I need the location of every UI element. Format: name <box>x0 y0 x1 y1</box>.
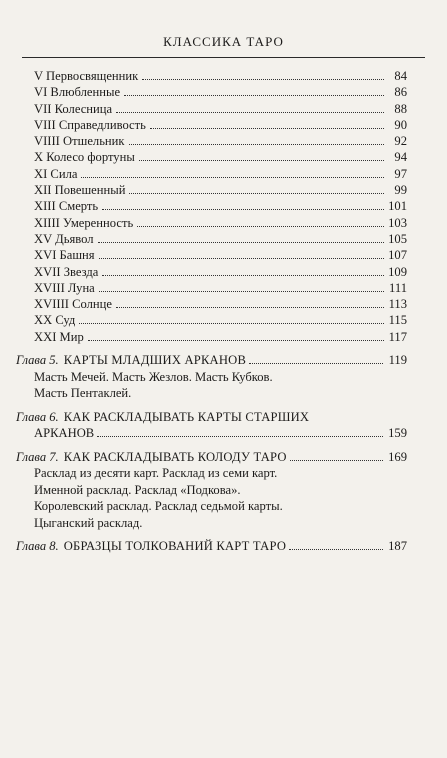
toc-entry <box>34 68 407 84</box>
dot-leader <box>88 339 384 341</box>
toc-entry-page: 115 <box>388 313 407 328</box>
toc-chapter <box>16 352 407 402</box>
dot-leader <box>116 306 384 308</box>
toc-entry <box>34 329 407 345</box>
toc-entry <box>34 215 407 231</box>
chapter-title: КАК РАСКЛАДЫВАТЬ КОЛОДУ ТАРО <box>63 449 287 464</box>
toc-entry-page: 107 <box>388 248 407 263</box>
toc-entry-page: 105 <box>388 231 407 246</box>
toc-entry-title: XVI Башня <box>34 248 95 263</box>
toc-entry-page: 117 <box>388 329 407 344</box>
toc-entries <box>34 68 407 345</box>
toc-entry-title: XVII Звезда <box>34 264 99 279</box>
chapter-label: Глава 7. <box>16 449 59 464</box>
toc-entry-title: XVIIII Солнце <box>34 297 112 312</box>
toc-entry <box>34 101 407 117</box>
toc-entry <box>34 166 407 182</box>
dot-leader <box>290 460 383 461</box>
dot-leader <box>129 192 384 194</box>
chapter-page: 187 <box>388 539 407 554</box>
toc-entry-title: XIII Смерть <box>34 199 99 214</box>
chapter-subentry: Цыганский расклад. <box>34 515 143 530</box>
chapter-subentry: Масть Мечей. Масть Жезлов. Масть Кубков. <box>34 369 273 384</box>
toc-entry <box>34 149 407 165</box>
dot-leader <box>79 322 384 324</box>
chapter-subentry: Именной расклад. Расклад «Подкова». <box>34 482 241 497</box>
toc-entry-page: 97 <box>394 166 407 181</box>
toc-chapter <box>16 538 407 555</box>
toc-entry <box>34 312 407 328</box>
toc-entry-page: 111 <box>389 280 407 295</box>
chapter-page: 119 <box>388 353 407 368</box>
toc-entry-title: VIII Справедливость <box>34 117 146 132</box>
chapter-heading-cont <box>34 425 407 442</box>
toc-entry-title: XIIII Умеренность <box>34 215 134 230</box>
toc-entry-page: 84 <box>394 69 407 83</box>
dot-leader <box>137 225 384 227</box>
header-rule <box>22 57 425 58</box>
toc-entry-title: XX Суд <box>34 313 76 328</box>
dot-leader <box>97 436 383 437</box>
toc-entry-page: 94 <box>394 150 407 165</box>
dot-leader <box>289 549 383 550</box>
toc-chapter <box>16 449 407 532</box>
dot-leader <box>150 127 384 129</box>
toc-entry <box>34 198 407 214</box>
chapter-title: КАК РАСКЛАДЫВАТЬ КАРТЫ СТАРШИХ <box>63 409 310 424</box>
toc-entry-title: XI Сила <box>34 166 78 181</box>
dot-leader <box>142 78 384 80</box>
chapter-heading <box>16 352 407 369</box>
toc-entry-page: 113 <box>388 297 407 312</box>
dot-leader <box>129 143 384 145</box>
chapter-heading <box>16 409 407 426</box>
dot-leader <box>99 257 384 259</box>
dot-leader <box>81 176 384 178</box>
toc-entry <box>34 133 407 149</box>
table-of-contents <box>16 68 407 555</box>
toc-entry-title: VI Влюбленные <box>34 85 121 100</box>
chapter-label: Глава 5. <box>16 353 59 368</box>
toc-entry-page: 90 <box>394 117 407 132</box>
toc-chapters <box>16 352 407 555</box>
chapter-subentry: Масть Пентаклей. <box>34 386 132 401</box>
chapter-label: Глава 8. <box>16 539 59 554</box>
toc-entry-page: 99 <box>394 183 407 198</box>
dot-leader <box>249 363 383 364</box>
chapter-label: Глава 6. <box>16 409 59 424</box>
dot-leader <box>102 208 384 210</box>
toc-entry-page: 103 <box>388 215 407 230</box>
chapter-title: ОБРАЗЦЫ ТОЛКОВАНИЙ КАРТ ТАРО <box>63 539 287 554</box>
toc-entry-page: 88 <box>394 101 407 116</box>
dot-leader <box>99 290 384 292</box>
chapter-heading <box>16 449 407 466</box>
chapter-title: КАРТЫ МЛАДШИХ АРКАНОВ <box>63 353 247 368</box>
toc-entry-title: XII Повешенный <box>34 183 126 198</box>
toc-entry <box>34 247 407 263</box>
dot-leader <box>98 241 384 243</box>
chapter-heading <box>16 538 407 555</box>
toc-entry-title: XVIII Луна <box>34 280 95 295</box>
chapter-page: 159 <box>388 426 407 441</box>
running-header: КЛАССИКА ТАРО <box>163 34 284 49</box>
dot-leader <box>102 274 384 276</box>
toc-entry-title: X Колесо фортуны <box>34 150 135 165</box>
dot-leader <box>139 159 384 161</box>
dot-leader <box>116 111 384 113</box>
toc-entry-page: 86 <box>394 85 407 100</box>
dot-leader <box>124 94 384 96</box>
toc-entry-page: 101 <box>388 199 407 214</box>
toc-entry <box>34 231 407 247</box>
toc-entry-page: 109 <box>388 264 407 279</box>
toc-entry-title: V Первосвященник <box>34 69 139 83</box>
toc-entry-title: VIIII Отшельник <box>34 134 125 149</box>
chapter-title-cont: АРКАНОВ <box>34 426 95 441</box>
toc-entry-title: XXI Мир <box>34 329 84 344</box>
toc-entry-title: XV Дьявол <box>34 231 94 246</box>
chapter-subentry: Расклад из десяти карт. Расклад из семи карт. <box>34 466 278 481</box>
toc-entry <box>34 296 407 312</box>
chapter-subentry: Королевский расклад. Расклад седьмой карты. <box>34 499 283 514</box>
toc-chapter <box>16 409 407 442</box>
toc-entry-title: VII Колесница <box>34 101 113 116</box>
toc-entry <box>34 264 407 280</box>
chapter-page: 169 <box>388 449 407 464</box>
toc-entry <box>34 117 407 133</box>
toc-entry <box>34 280 407 296</box>
toc-entry <box>34 182 407 198</box>
toc-entry <box>34 84 407 100</box>
toc-entry-page: 92 <box>394 134 407 149</box>
